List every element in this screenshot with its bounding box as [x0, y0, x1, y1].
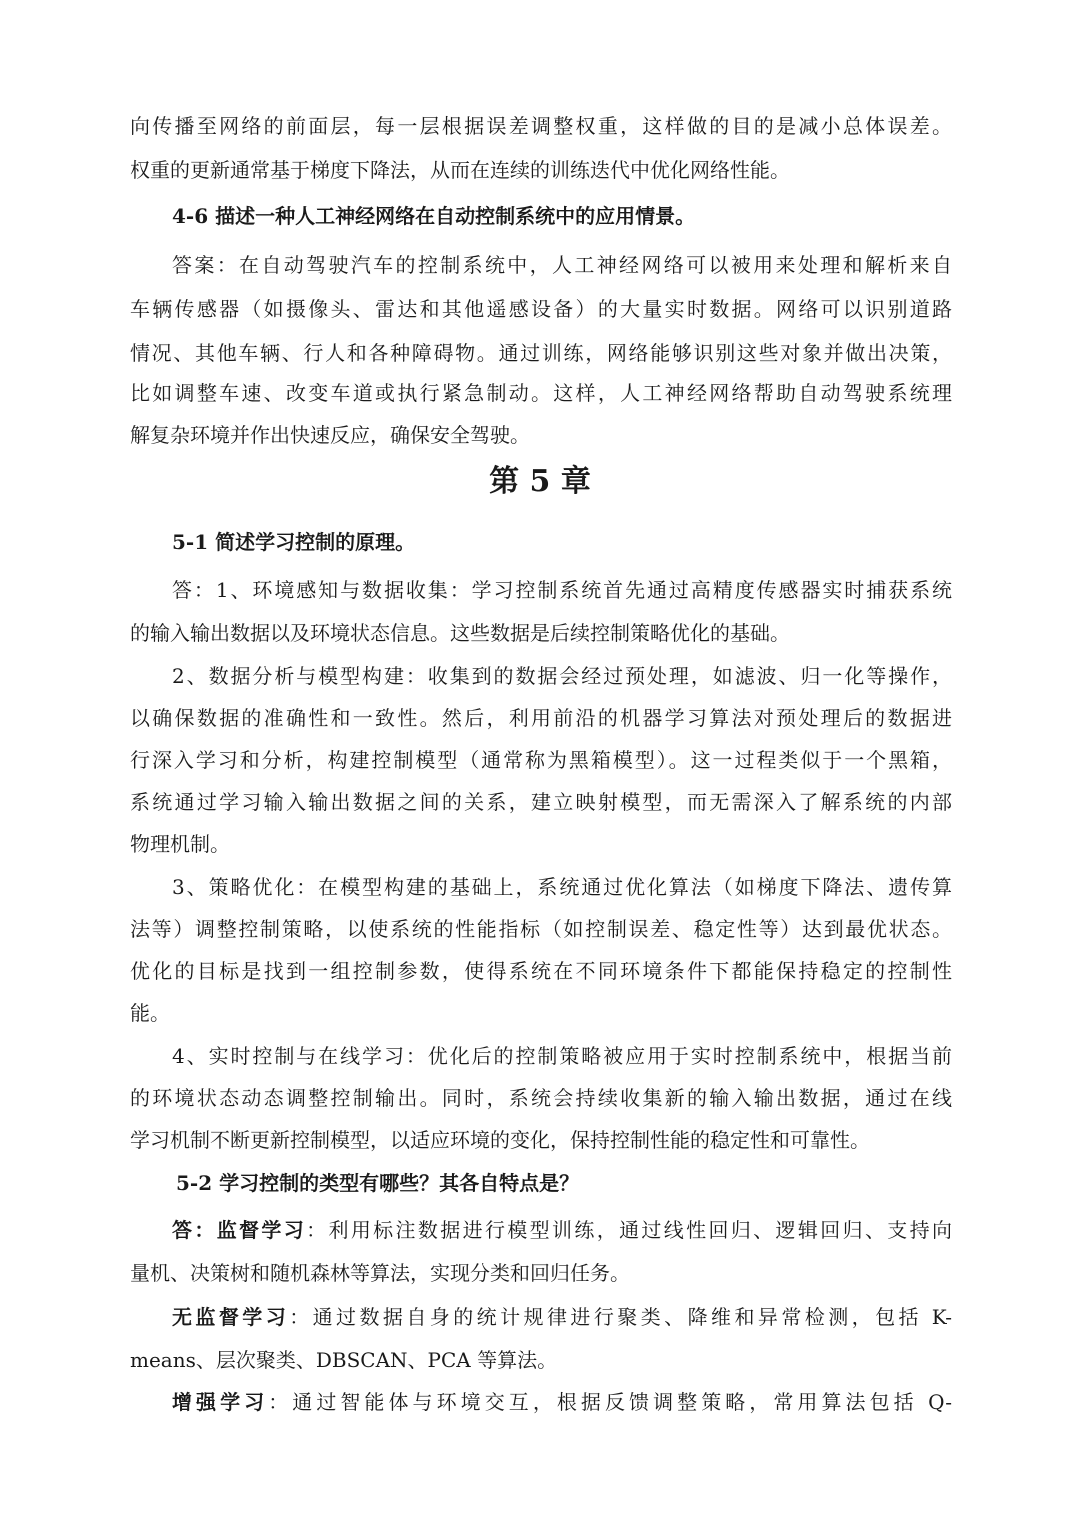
term-text: ：通过智能体与环境交互，根据反馈调整策略，常用算法包括 Q-: [268, 1390, 952, 1414]
paragraph-line: [172, 1215, 952, 1245]
paragraph-line: 能。: [130, 1001, 170, 1025]
paragraph-line: 以确保数据的准确性和一致性。然后，利用前沿的机器学习算法对预处理后的数据进: [130, 706, 952, 730]
paragraph-line: 法等）调整控制策略，以使系统的性能指标（如控制误差、稳定性等）达到最优状态。: [130, 917, 952, 941]
paragraph-line: 的输入输出数据以及环境状态信息。这些数据是后续控制策略优化的基础。: [130, 621, 790, 645]
paragraph-line: 3、策略优化：在模型构建的基础上，系统通过优化算法（如梯度下降法、遗传算: [172, 875, 952, 899]
term-text: ：利用标注数据进行模型训练，通过线性回归、逻辑回归、支持向: [306, 1218, 953, 1242]
paragraph-line: means、层次聚类、DBSCAN、PCA 等算法。: [130, 1348, 558, 1372]
paragraph-line: 解复杂环境并作出快速反应，确保安全驾驶。: [130, 423, 530, 447]
question-heading: 5-2 学习控制的类型有哪些？其各自特点是？: [176, 1171, 580, 1195]
paragraph-line: 权重的更新通常基于梯度下降法，从而在连续的训练迭代中优化网络性能。: [130, 158, 790, 182]
paragraph-line: 比如调整车速、改变车道或执行紧急制动。这样，人工神经网络帮助自动驾驶系统理: [130, 381, 952, 405]
paragraph-line: [172, 1387, 952, 1417]
term-label: 增强学习: [172, 1390, 269, 1414]
paragraph-line: 2、数据分析与模型构建：收集到的数据会经过预处理，如滤波、归一化等操作，: [172, 664, 952, 688]
paragraph-line: 答案：在自动驾驶汽车的控制系统中，人工神经网络可以被用来处理和解析来自: [172, 253, 952, 277]
paragraph-line: 物理机制。: [130, 832, 230, 856]
paragraph-line: 车辆传感器（如摄像头、雷达和其他遥感设备）的大量实时数据。网络可以识别道路: [130, 297, 952, 321]
chapter-title: 第 5 章: [489, 464, 591, 499]
paragraph-line: 情况、其他车辆、行人和各种障碍物。通过训练，网络能够识别这些对象并做出决策，: [130, 341, 952, 365]
paragraph-line: 系统通过学习输入输出数据之间的关系，建立映射模型，而无需深入了解系统的内部: [130, 790, 952, 814]
paragraph-line: 向传播至网络的前面层，每一层根据误差调整权重，这样做的目的是减小总体误差。: [130, 114, 952, 138]
paragraph-line: 答：1、环境感知与数据收集：学习控制系统首先通过高精度传感器实时捕获系统: [172, 578, 952, 602]
term-text: ：通过数据自身的统计规律进行聚类、降维和异常检测，包括 K-: [289, 1305, 952, 1329]
paragraph-line: 行深入学习和分析，构建控制模型（通常称为黑箱模型）。这一过程类似于一个黑箱，: [130, 748, 952, 772]
question-heading: 5-1 简述学习控制的原理。: [172, 530, 416, 554]
paragraph-line: 4、实时控制与在线学习：优化后的控制策略被应用于实时控制系统中，根据当前: [172, 1044, 952, 1068]
term-label: 答：监督学习: [172, 1218, 307, 1242]
paragraph-line: 学习机制不断更新控制模型，以适应环境的变化，保持控制性能的稳定性和可靠性。: [130, 1128, 870, 1152]
paragraph-line: 的环境状态动态调整控制输出。同时，系统会持续收集新的输入输出数据，通过在线: [130, 1086, 952, 1110]
question-heading: 4-6 描述一种人工神经网络在自动控制系统中的应用情景。: [172, 204, 696, 228]
paragraph-line: 优化的目标是找到一组控制参数，使得系统在不同环境条件下都能保持稳定的控制性: [130, 959, 952, 983]
paragraph-line: 量机、决策树和随机森林等算法，实现分类和回归任务。: [130, 1261, 630, 1285]
paragraph-line: [172, 1302, 952, 1332]
term-label: 无监督学习: [172, 1305, 290, 1329]
